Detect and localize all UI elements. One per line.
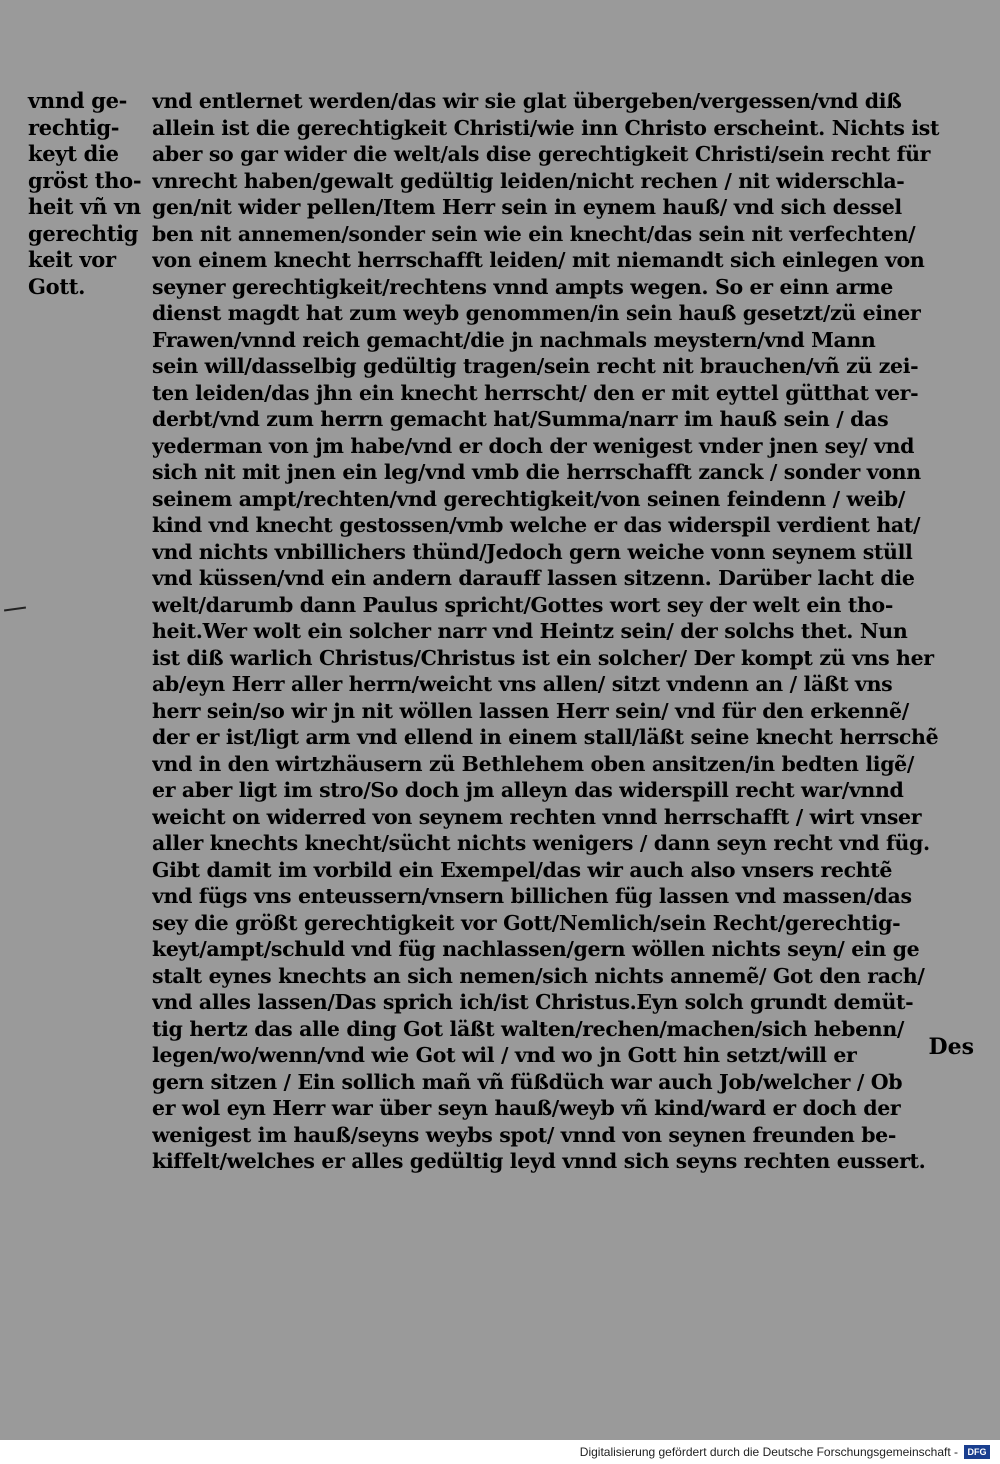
funding-footer — [0, 1440, 1000, 1464]
text-line: der er ist/ligt arm vnd ellend in einem stall/läßt seine knecht herrschẽ — [152, 725, 939, 749]
dfg-logo: DFG — [964, 1445, 990, 1459]
text-line: seinem ampt/rechten/vnd gerechtigkeit/von seinen feindenn / weib/ — [152, 486, 906, 511]
text-line: gern sitzen / Ein sollich mañ vñ füßdüch war auch Job/welcher / Ob — [152, 1069, 903, 1094]
text-line: yederman von jm habe/vnd er doch der wenigest vnder jnen sey/ vnd — [152, 433, 915, 458]
text-line: herr sein/so wir jn nit wöllen lassen Herr sein/ vnd für den erkennẽ/ — [152, 698, 909, 723]
text-line: vnd alles lassen/Das sprich ich/ist Christus.Eyn solch grundt demüt- — [152, 990, 914, 1014]
text-line: ben nit annemen/sonder sein wie ein knecht/das sein nit verfechten/ — [152, 221, 916, 246]
text-line: gen/nit wider pellen/Item Herr sein in eynem hauß/ vnd sich dessel — [152, 195, 902, 219]
ink-speck — [4, 606, 26, 611]
text-line: wenigest im hauß/seyns weybs spot/ vnnd von seynen freunden be- — [152, 1122, 897, 1147]
text-line: heit.Wer wolt ein solcher narr vnd Heintz sein/ der solchs thet. Nun — [152, 619, 908, 643]
text-line: seyner gerechtigkeit/rechtens vnnd ampts wegen. So er einn arme — [152, 274, 893, 299]
text-line: vnd nichts vnbillichers thünd/Jedoch gern weiche vonn seynem stüll — [152, 539, 913, 564]
text-line: derbt/vnd zum herrn gemacht hat/Summa/narr im hauß sein / das — [152, 407, 889, 431]
margin-note-line: Gott. — [28, 273, 86, 299]
funding-note: Digitalisierung gefördert durch die Deutsche Forschungsgemeinschaft - — [579, 1445, 958, 1459]
text-line: sey die größt gerechtigkeit vor Gott/Nemlich/sein Recht/gerechtig- — [152, 910, 901, 935]
text-line: sein will/dasselbig gedültig tragen/sein recht nit brauchen/vñ zü zei- — [152, 354, 919, 378]
text-line: welt/darumb dann Paulus spricht/Gottes wort sey der welt ein tho- — [152, 592, 893, 617]
text-line: vnd küssen/vnd ein andern darauff lassen sitzenn. Darüber lacht die — [152, 566, 915, 590]
text-line: ten leiden/das jhn ein knecht herrscht/ den er mit eyttel gütthat ver- — [152, 380, 919, 405]
margin-note-line: gerechtig — [28, 220, 139, 246]
text-line: vnrecht haben/gewalt gedültig leiden/nicht rechen / nit widerschla- — [152, 168, 905, 193]
text-line: ist diß warlich Christus/Christus ist ein solcher/ Der kompt zü vns her — [152, 645, 934, 670]
text-line: stalt eynes knechts an sich nemen/sich nichts annemẽ/ Got den rach/ — [152, 963, 925, 988]
body-text — [152, 88, 976, 1175]
margin-note-line: keit vor — [28, 247, 116, 272]
text-line: kind vnd knecht gestossen/vmb welche er das widerspil verdient hat/ — [152, 513, 921, 537]
text-line: dienst magdt hat zum weyb genommen/in sein hauß gesetzt/zü einer — [152, 301, 921, 325]
text-line: aller knechts knecht/sücht nichts wenigers / dann seyn recht vnd füg. — [152, 831, 930, 855]
margin-note-line: keyt die — [28, 141, 119, 166]
text-line: vnd entlernet werden/das wir sie glat übergeben/vergessen/vnd diß — [152, 89, 902, 113]
text-line: allein ist die gerechtigkeit Christi/wie inn Christo erscheint. Nichts ist — [152, 115, 940, 140]
marginal-note — [28, 88, 152, 300]
margin-note-line: gröst tho- — [28, 167, 142, 193]
text-line: von einem knecht herrschafft leiden/ mit niemandt sich einlegen von — [152, 248, 925, 272]
text-line: ab/eyn Herr aller herrn/weicht vns allen/ sitzt vndenn an / läßt vns — [152, 672, 893, 696]
text-line: vnd fügs vns enteussern/vnsern billichen füg lassen vnd massen/das — [152, 884, 912, 908]
text-line: er aber ligt im stro/So doch jm alleyn das widerspill recht war/vnnd — [152, 778, 904, 802]
text-line: weicht on widerred von seynem rechten vnnd herrschafft / wirt vnser — [152, 804, 922, 829]
margin-note-line: heit vñ vn — [28, 194, 141, 219]
text-line: keyt/ampt/schuld vnd füg nachlassen/gern wöllen nichts seyn/ ein ge — [152, 937, 920, 961]
text-line: Gibt damit im vorbild ein Exempel/das wir auch also vnsers rechtẽ — [152, 857, 893, 882]
text-line: kiffelt/welches er alles gedültig leyd vnnd sich seyns rechten eussert. — [152, 1149, 926, 1173]
text-line: legen/wo/wenn/vnd wie Got wil / vnd wo jn Gott hin setzt/will er — [152, 1043, 857, 1067]
text-line: er wol eyn Herr war über seyn hauß/weyb vñ kind/ward er doch der — [152, 1096, 901, 1120]
text-line: Frawen/vnnd reich gemacht/die jn nachmals meystern/vnd Mann — [152, 327, 876, 352]
text-line: sich nit mit jnen ein leg/vnd vmb die herrschafft zanck / sonder vonn — [152, 460, 921, 484]
catchword: Des — [928, 1034, 974, 1060]
margin-note-line: vnnd ge- — [28, 88, 128, 113]
text-line: vnd in den wirtzhäusern zü Bethlehem oben ansitzen/in bedten ligẽ/ — [152, 751, 915, 776]
text-line: tig hertz das alle ding Got läßt walten/rechen/machen/sich hebenn/ — [152, 1016, 905, 1041]
text-line: aber so gar wider die welt/als dise gerechtigkeit Christi/sein recht für — [152, 142, 931, 166]
margin-note-line: rechtig- — [28, 114, 120, 140]
